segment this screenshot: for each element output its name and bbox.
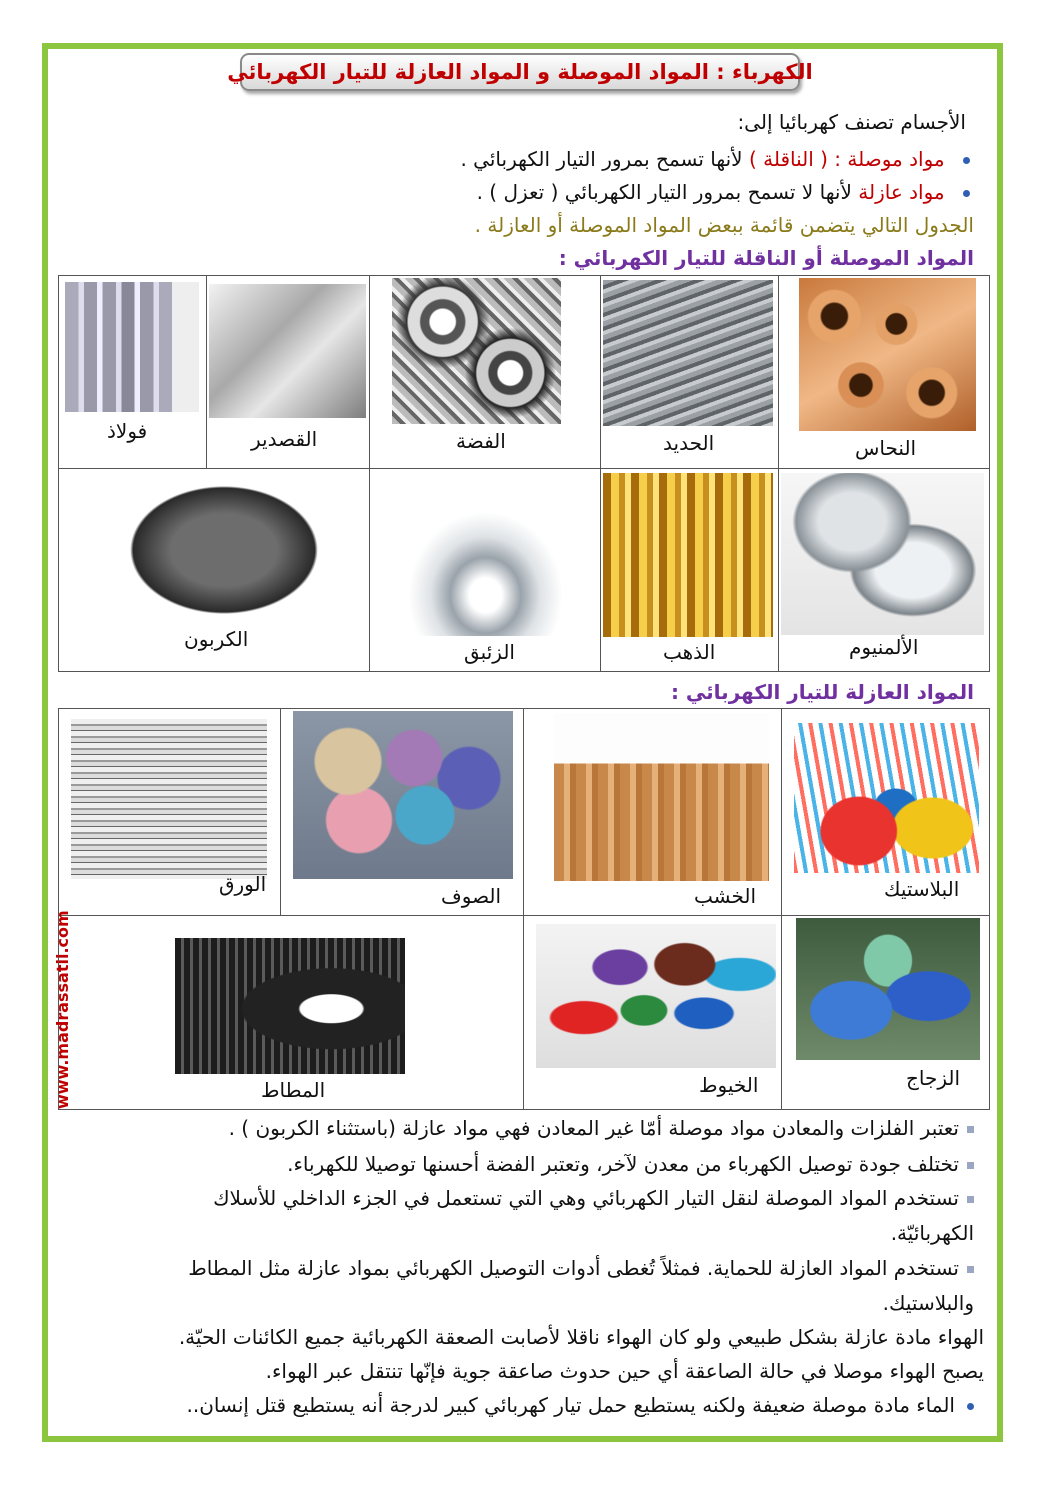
caption-mercury: الزئبق bbox=[464, 640, 515, 664]
caption-copper: النحاس bbox=[855, 436, 917, 460]
page-title: الكهرباء : المواد الموصلة و المواد العازلة للتيار الكهربائي bbox=[240, 53, 800, 91]
aluminium-pots-image bbox=[781, 473, 984, 635]
cell-tin bbox=[207, 276, 370, 469]
insulators-heading: المواد العازلة للتيار الكهربائي : bbox=[670, 680, 974, 704]
table-note: الجدول التالي يتضمن قائمة ببعض المواد الموصلة أو العازلة . bbox=[474, 213, 974, 237]
plastic-tableware-image bbox=[794, 723, 979, 873]
cell-mercury bbox=[370, 469, 601, 672]
insulator-desc: لأنها لا تسمح بمرور التيار الكهربائي ( تعزل ) . bbox=[476, 180, 852, 204]
cell-threads bbox=[524, 916, 782, 1110]
caption-wool: الصوف bbox=[441, 884, 502, 908]
cell-steel bbox=[59, 276, 207, 469]
intro-text: الأجسام تصنف كهربائيا إلى: bbox=[737, 110, 966, 134]
tin-foil-image bbox=[209, 284, 366, 418]
note-3 bbox=[213, 1184, 974, 1212]
note-5: الهواء مادة عازلة بشكل طبيعي ولو كان الهواء ناقلا لأصابت الصعقة الكهربائية جميع الكائنات الحيّة. bbox=[178, 1325, 984, 1349]
conductors-heading: المواد الموصلة أو الناقلة للتيار الكهربائي : bbox=[558, 246, 974, 270]
paper-stack-image bbox=[71, 719, 267, 879]
caption-paper: الورق bbox=[219, 872, 267, 896]
note-6: يصبح الهواء موصلا في حالة الصاعقة أي حين حدوث صاعقة جوية فإنّها تنتقل عبر الهواء. bbox=[265, 1359, 984, 1383]
caption-silver: الفضة bbox=[456, 429, 506, 453]
insulators-table bbox=[58, 708, 990, 1110]
note-2 bbox=[287, 1150, 974, 1178]
cell-carbon bbox=[59, 469, 370, 672]
carbon-image bbox=[117, 477, 331, 623]
caption-glass: الزجاج bbox=[906, 1066, 961, 1090]
note-4-continuation: والبلاستيك. bbox=[882, 1291, 974, 1315]
note-3-text: تستخدم المواد الموصلة لنقل التيار الكهربائي وهي التي تستعمل في الجزء الداخلي للأسلاك bbox=[213, 1186, 959, 1210]
cell-glass bbox=[782, 916, 990, 1110]
gold-jewelry-image bbox=[603, 473, 773, 637]
cell-paper bbox=[59, 709, 281, 916]
caption-carbon: الكربون bbox=[184, 627, 249, 651]
website-watermark: www.madrassatii.com bbox=[53, 910, 72, 1110]
copper-pipes-image bbox=[799, 278, 976, 431]
note-1 bbox=[229, 1114, 974, 1142]
cell-wood bbox=[524, 709, 782, 916]
caption-iron: الحديد bbox=[663, 431, 715, 455]
threads-image bbox=[536, 924, 776, 1068]
wooden-furniture-image bbox=[554, 713, 769, 881]
insulator-definition bbox=[477, 178, 970, 206]
steel-nails-image bbox=[65, 282, 199, 412]
conductor-definition bbox=[460, 145, 970, 173]
note-1-text: تعتبر الفلزات والمعادن مواد موصلة أمّا غير المعادن فهي مواد عازلة (باستثناء الكربون ) . bbox=[228, 1116, 959, 1140]
cell-aluminium bbox=[779, 469, 990, 672]
conductors-table bbox=[58, 275, 990, 672]
rubber-tires-image bbox=[175, 938, 405, 1074]
note-4-text: تستخدم المواد العازلة للحماية. فمثلاً تُغطى أدوات التوصيل الكهربائي بمواد عازلة مثل المطاط bbox=[188, 1256, 959, 1280]
cell-copper bbox=[779, 276, 990, 469]
note-4 bbox=[188, 1254, 974, 1282]
cell-iron bbox=[601, 276, 779, 469]
mercury-image bbox=[372, 473, 599, 636]
caption-rubber: المطاط bbox=[261, 1078, 326, 1102]
note-7 bbox=[186, 1391, 974, 1419]
caption-tin: القصدير bbox=[251, 427, 318, 451]
conductor-desc: لأنها تسمح بمرور التيار الكهربائي . bbox=[460, 147, 743, 171]
note-2-text: تختلف جودة توصيل الكهرباء من معدن لآخر، وتعتبر الفضة أحسنها توصيلا للكهرباء. bbox=[287, 1152, 959, 1176]
cell-rubber bbox=[59, 916, 524, 1110]
caption-steel: فولاذ bbox=[107, 419, 148, 443]
iron-rebar-image bbox=[603, 280, 773, 426]
caption-gold: الذهب bbox=[663, 640, 716, 664]
cell-gold bbox=[601, 469, 779, 672]
silver-jewelry-image bbox=[392, 278, 561, 424]
caption-threads: الخيوط bbox=[699, 1073, 759, 1097]
insulator-term: مواد عازلة bbox=[858, 180, 945, 204]
caption-aluminium: الألمنيوم bbox=[849, 635, 919, 659]
wool-yarn-image bbox=[293, 711, 513, 879]
conductor-term: مواد موصلة : ( الناقلة ) bbox=[748, 147, 945, 171]
note-7-text: الماء مادة موصلة ضعيفة ولكنه يستطيع حمل تيار كهربائي كبير لدرجة أنه يستطيع قتل إنسان.. bbox=[186, 1393, 955, 1417]
glass-vases-image bbox=[796, 918, 980, 1060]
cell-plastic bbox=[782, 709, 990, 916]
note-3-continuation: الكهربائيّة. bbox=[890, 1221, 974, 1245]
cell-wool bbox=[281, 709, 524, 916]
caption-wood: الخشب bbox=[694, 884, 757, 908]
cell-silver bbox=[370, 276, 601, 469]
caption-plastic: البلاستيك bbox=[884, 877, 960, 901]
